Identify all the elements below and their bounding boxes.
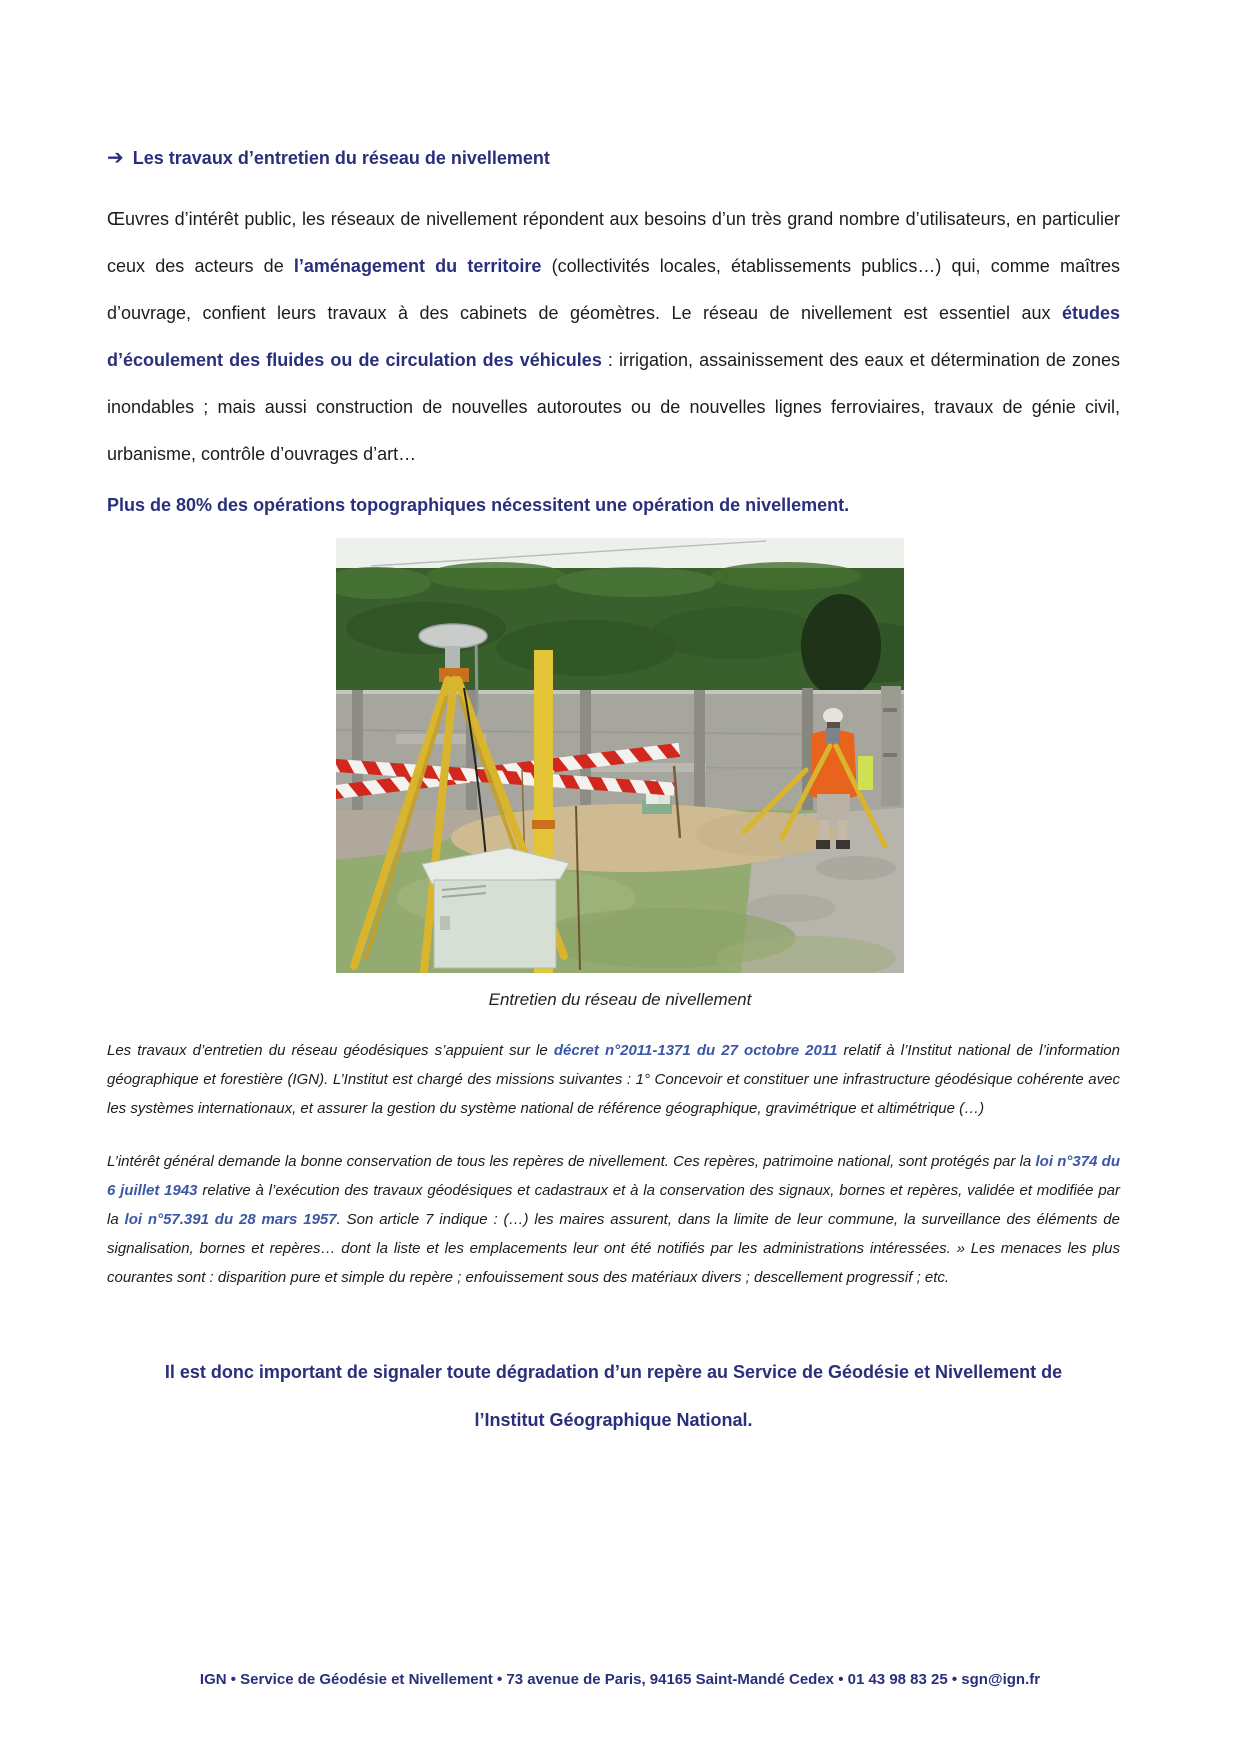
text-segment: Les travaux d’entretien du réseau géodésiques s’appuient sur le <box>107 1042 554 1059</box>
survey-photo-figure <box>0 538 1240 1010</box>
text-segment: Œuvres d’intérêt public, les réseaux de nivellement répondent aux besoins d’un très grand nombre d’utilisateurs, en particulier ceux des acteurs de <box>107 209 1120 276</box>
text-segment: (collectivités locales, établissements publics…) qui, comme maîtres d’ouvrage, confient leurs travaux à des cabinets de géomètres. Le réseau de nivellement est essentiel aux <box>107 256 1120 323</box>
arrow-bullet-icon: ➔ <box>107 147 124 169</box>
closing-statement: Il est donc important de signaler toute dégradation d’un repère au Service de Géodésie et Nivellement de l’Institut Géographique National. <box>164 1362 1063 1430</box>
photo-gnss-antenna <box>419 624 487 648</box>
intro-paragraph <box>107 196 1120 478</box>
reference-link[interactable]: loi n°57.391 du 28 mars 1957 <box>124 1211 337 1228</box>
photo-ground <box>336 804 904 973</box>
photo-second-worker-hivis <box>858 756 873 790</box>
document-body <box>0 146 1240 518</box>
photo-surveyor-instrument <box>826 728 840 744</box>
section-title: Les travaux d’entretien du réseau de nivellement <box>132 148 550 168</box>
page-footer: IGN • Service de Géodésie et Nivellement • 73 avenue de Paris, 94165 Saint-Mandé Cedex • 01 43 98 83 25 • sgn@ign.fr <box>199 1671 1041 1688</box>
text-segment: : irrigation, assainissement des eaux et détermination de zones inondables ; mais aussi construction de nouvelles autoroutes ou de nouvelles lignes ferroviaires, travaux de génie civil, urbanisme, contrôle d’ouvrages d’art… <box>107 350 1120 464</box>
reference-link[interactable]: décret n°2011-1371 du 27 octobre 2011 <box>553 1042 838 1059</box>
text-segment: relatif à l’Institut national de l’information géographique et forestière (IGN). L’Institut est chargé des missions suivantes : 1° Concevoir et constituer une infrastructure géodésique cohérente avec les systèmes internationaux, et assurer la gestion du système national de référence géographique, gravimétrique et altimétrique (…) <box>107 1042 1120 1117</box>
photo-gate <box>881 686 901 806</box>
text-segment: l’aménagement du territoire <box>293 256 542 276</box>
text-segment: . Son article 7 indique : (…) les maires assurent, dans la limite de leur commune, la surveillance des éléments de signalisation, bornes et repères… dont la liste et les emplacements leur ont été notifiés par les administrations intéressées. » Les menaces les plus courantes sont : disparition pure et simple du repère ; enfouissement sous des matériaux divers ; descellement progressif ; etc. <box>107 1211 1120 1286</box>
photo-hedge <box>336 562 904 698</box>
reference-link[interactable]: loi n°374 du 6 juillet 1943 <box>107 1153 1120 1199</box>
text-segment: L’intérêt général demande la bonne conservation de tous les repères de nivellement. Ces repères, patrimoine national, sont protégés par la <box>107 1153 1036 1170</box>
photo-surveyor-shorts <box>817 794 850 820</box>
survey-photo <box>336 538 904 973</box>
text-segment: études d’écoulement des fluides ou de circulation des véhicules <box>107 303 1120 370</box>
section-heading <box>107 146 1120 170</box>
highlight-statement: Plus de 80% des opérations topographiques nécessitent une opération de nivellement. <box>107 495 850 515</box>
text-segment: relative à l’exécution des travaux géodésiques et cadastraux et à la conservation des signaux, bornes et repères, validée et modifiée par la <box>107 1182 1120 1228</box>
photo-instrument-box <box>422 848 569 968</box>
photo-hedge-archway <box>801 594 881 698</box>
figure-caption: Entretien du réseau de nivellement <box>488 990 752 1009</box>
legal-section <box>0 1036 1240 1444</box>
legal-paragraph-law <box>107 1147 1120 1292</box>
legal-paragraph-decree <box>107 1036 1120 1123</box>
photo-surveyor-cap <box>823 708 843 724</box>
